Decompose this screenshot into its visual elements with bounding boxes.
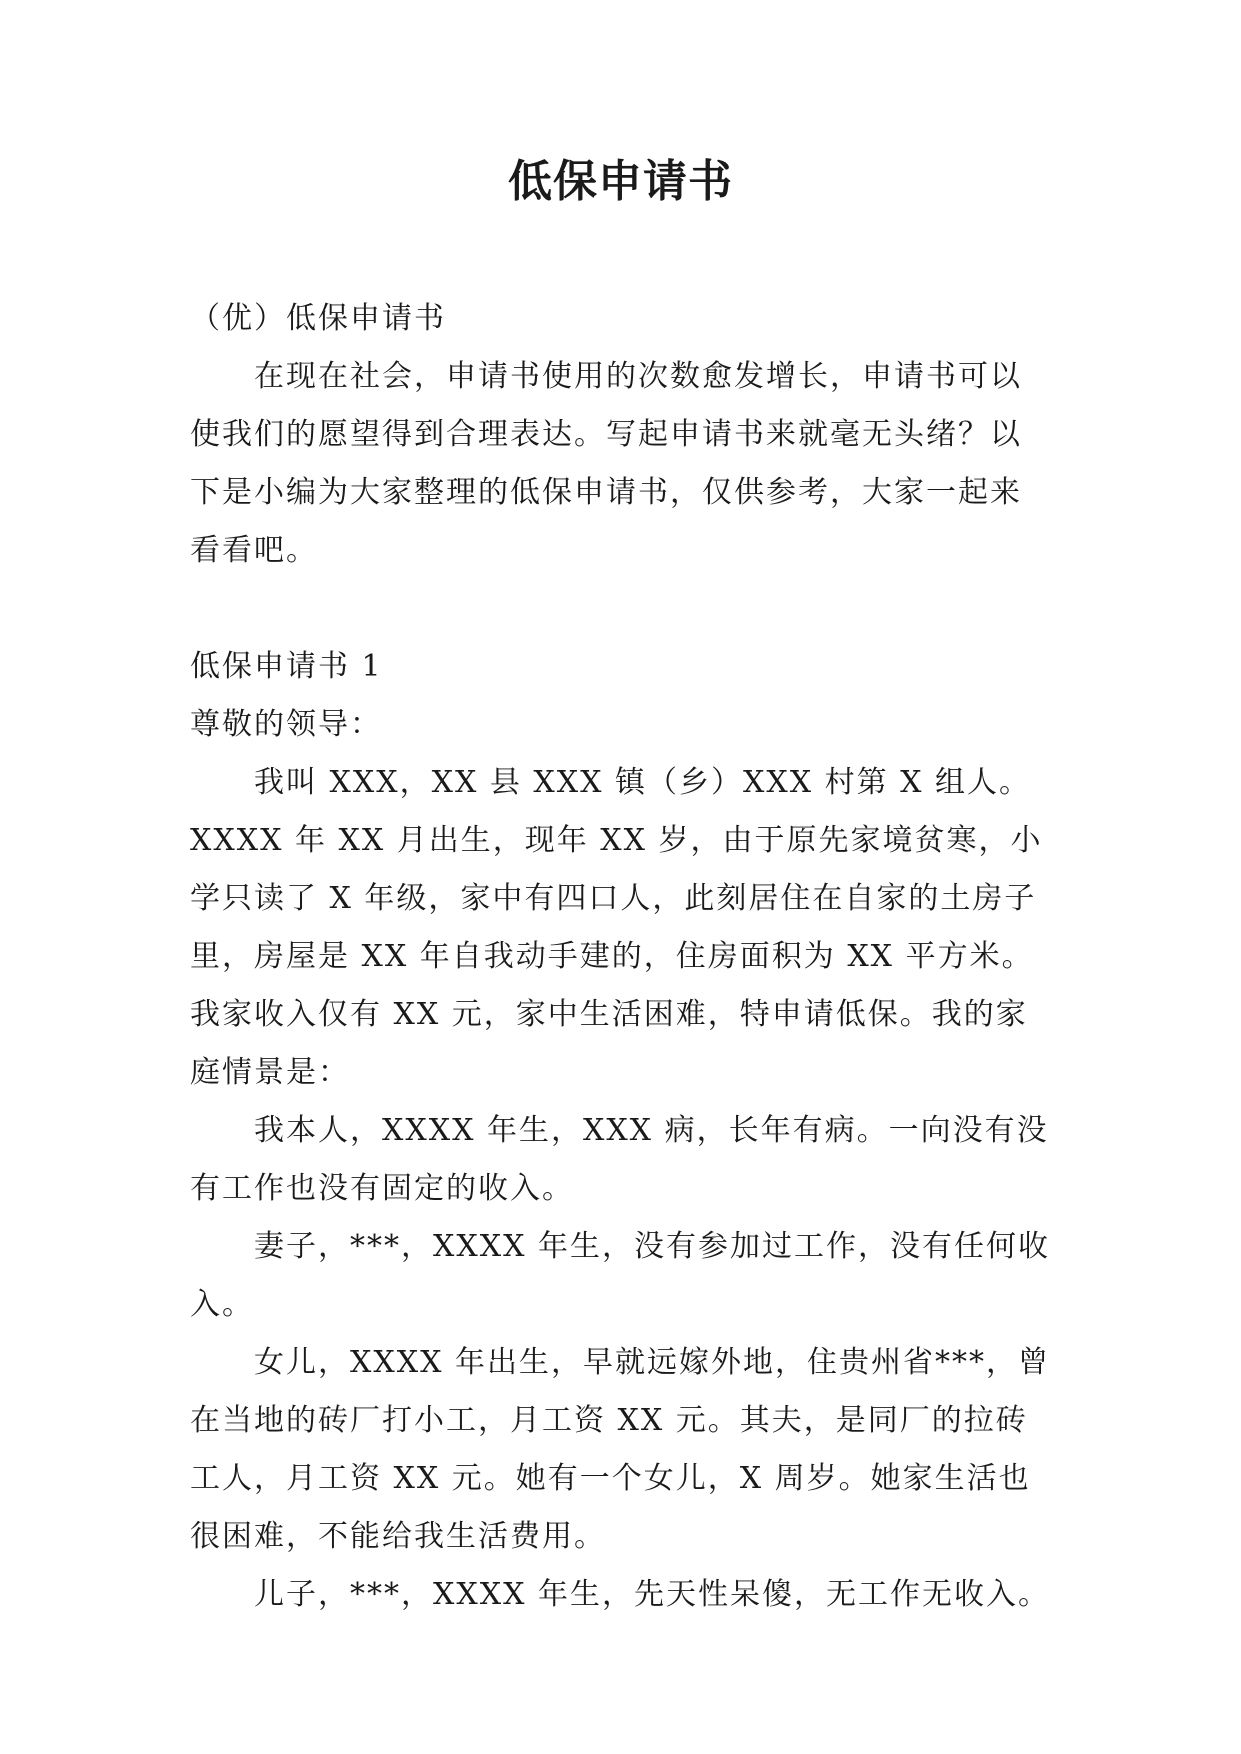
body-paragraph: 儿子，***，XXXX 年生，先天性呆傻，无工作无收入。	[254, 1577, 1050, 1612]
section-heading: 低保申请书 1	[190, 649, 383, 684]
salutation: 尊敬的领导：	[190, 707, 382, 742]
intro-paragraph: 在现在社会，申请书使用的次数愈发增长，申请书可以使我们的愿望得到合理表达。写起申请书来就毫无头绪？以下是小编为大家整理的低保申请书，仅供参考，大家一起来看看吧。	[190, 359, 1022, 568]
document-title: 低保申请书	[508, 156, 733, 207]
document-body	[190, 290, 1050, 1624]
body-paragraph: 妻子，***，XXXX 年生，没有参加过工作，没有任何收入。	[190, 1229, 1050, 1322]
body-paragraph: 我本人，XXXX 年生，XXX 病，长年有病。一向没有没有工作也没有固定的收入。	[190, 1113, 1049, 1206]
body-paragraph: 女儿，XXXX 年出生，早就远嫁外地，住贵州省***，曾在当地的砖厂打小工，月工资 XX 元。其夫，是同厂的拉砖工人，月工资 XX 元。她有一个女儿，X 周岁。她家生活也很困难，不能给我生活费用。	[190, 1345, 1050, 1554]
document-subtitle: （优）低保申请书	[190, 301, 446, 336]
paragraph-spacer	[190, 580, 1050, 638]
body-paragraph: 我叫 XXX，XX 县 XXX 镇（乡）XXX 村第 X 组人。XXXX 年 XX 月出生，现年 XX 岁，由于原先家境贫寒，小学只读了 X 年级，家中有四口人，此刻居住在自家的土房子里，房屋是 XX 年自我动手建的，住房面积为 XX 平方米。我家收入仅有 XX 元，家中生活困难，特申请低保。我的家庭情景是：	[190, 765, 1043, 1090]
